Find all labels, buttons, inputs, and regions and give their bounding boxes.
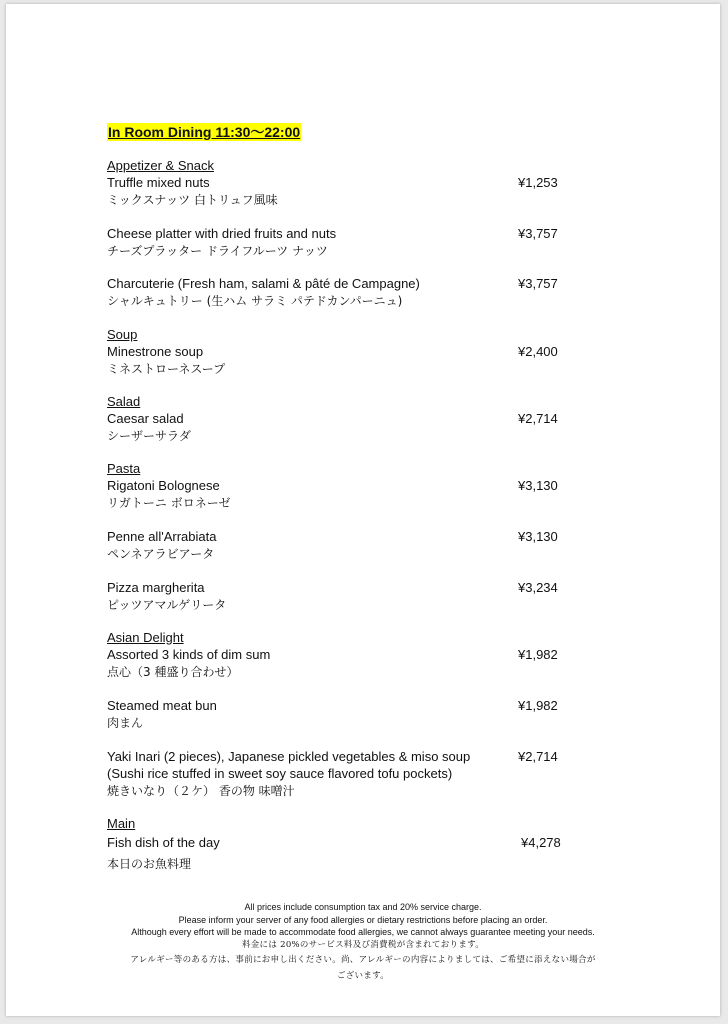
section-heading-soup: Soup <box>107 327 138 342</box>
item-jp-rigatoni: リガトーニ ボロネーゼ <box>107 496 231 510</box>
item-jp-pizza: ピッツアマルゲリータ <box>107 598 227 612</box>
item-name-dim-sum: Assorted 3 kinds of dim sum <box>107 647 271 662</box>
item-desc-yaki-inari: (Sushi rice stuffed in sweet soy sauce flavored tofu pockets) <box>107 766 453 781</box>
footer-notice <box>66 901 660 982</box>
item-price-minestrone: ¥2,400 <box>518 344 558 359</box>
footer-tax-note: All prices include consumption tax and 20% service charge. <box>244 902 482 912</box>
section-heading-pasta: Pasta <box>107 461 141 476</box>
section-heading-asian: Asian Delight <box>107 630 184 645</box>
item-name-caesar: Caesar salad <box>107 411 184 426</box>
item-price-yaki-inari: ¥2,714 <box>518 749 558 764</box>
item-price-rigatoni: ¥3,130 <box>518 478 558 493</box>
item-name-truffle-nuts: Truffle mixed nuts <box>107 175 210 190</box>
footer-allergy-note-jp: アレルギー等のある方は、事前にお申し出ください。尚、アレルギーの内容によりましては、ご希望に添えない場合が <box>130 955 596 965</box>
item-jp-penne: ペンネアラビアータ <box>107 547 215 561</box>
footer-guarantee-note: Although every effort will be made to accommodate food allergies, we cannot always guarantee meeting your needs. <box>131 927 595 937</box>
menu-page <box>6 4 720 1016</box>
footer-tax-note-jp: 料金には 20%のサービス料及び消費税が含まれております。 <box>241 939 485 950</box>
item-price-truffle-nuts: ¥1,253 <box>518 175 558 190</box>
item-price-fish-dish: ¥4,278 <box>521 835 561 850</box>
item-name-rigatoni: Rigatoni Bolognese <box>107 478 220 493</box>
item-price-caesar: ¥2,714 <box>518 411 558 426</box>
item-name-meat-bun: Steamed meat bun <box>107 698 217 713</box>
item-price-cheese-platter: ¥3,757 <box>518 226 558 241</box>
footer-allergy-note: Please inform your server of any food allergies or dietary restrictions before placing an order. <box>178 914 548 925</box>
item-name-penne: Penne all'Arrabiata <box>107 529 217 544</box>
item-jp-meat-bun: 肉まん <box>107 716 144 730</box>
item-jp-yaki-inari: 焼きいなり（２ケ） 香の物 味噌汁 <box>107 784 295 798</box>
item-jp-fish-dish: 本日のお魚料理 <box>107 857 192 871</box>
item-price-dim-sum: ¥1,982 <box>518 647 558 662</box>
menu-title: In Room Dining 11:30～22:00 <box>108 124 301 140</box>
item-name-yaki-inari: Yaki Inari (2 pieces), Japanese pickled vegetables & miso soup <box>107 749 471 764</box>
section-heading-appetizer: Appetizer & Snack <box>107 158 214 173</box>
item-price-charcuterie: ¥3,757 <box>518 276 558 291</box>
item-jp-caesar: シーザーサラダ <box>107 429 191 443</box>
section-heading-salad: Salad <box>107 394 141 409</box>
item-jp-cheese-platter: チーズプラッター ドライフルーツ ナッツ <box>107 244 328 258</box>
item-name-fish-dish: Fish dish of the day <box>107 835 220 850</box>
section-heading-main: Main <box>107 816 136 831</box>
item-name-minestrone: Minestrone soup <box>107 344 204 359</box>
footer-allergy-note-jp-cont: ございます。 <box>336 970 390 981</box>
item-jp-truffle-nuts: ミックスナッツ 白トリュフ風味 <box>107 193 278 207</box>
item-price-pizza: ¥3,234 <box>518 580 558 595</box>
item-price-meat-bun: ¥1,982 <box>518 698 558 713</box>
item-jp-charcuterie: シャルキュトリー (生ハム サラミ パテドカンパーニュ) <box>107 294 403 308</box>
item-price-penne: ¥3,130 <box>518 529 558 544</box>
item-name-pizza: Pizza margherita <box>107 580 205 595</box>
item-jp-minestrone: ミネストローネスープ <box>107 362 226 376</box>
item-jp-dim-sum: 点心（3 種盛り合わせ） <box>107 665 239 679</box>
item-name-charcuterie: Charcuterie (Fresh ham, salami & pâté de Campagne) <box>107 276 420 291</box>
item-name-cheese-platter: Cheese platter with dried fruits and nuts <box>107 226 337 241</box>
